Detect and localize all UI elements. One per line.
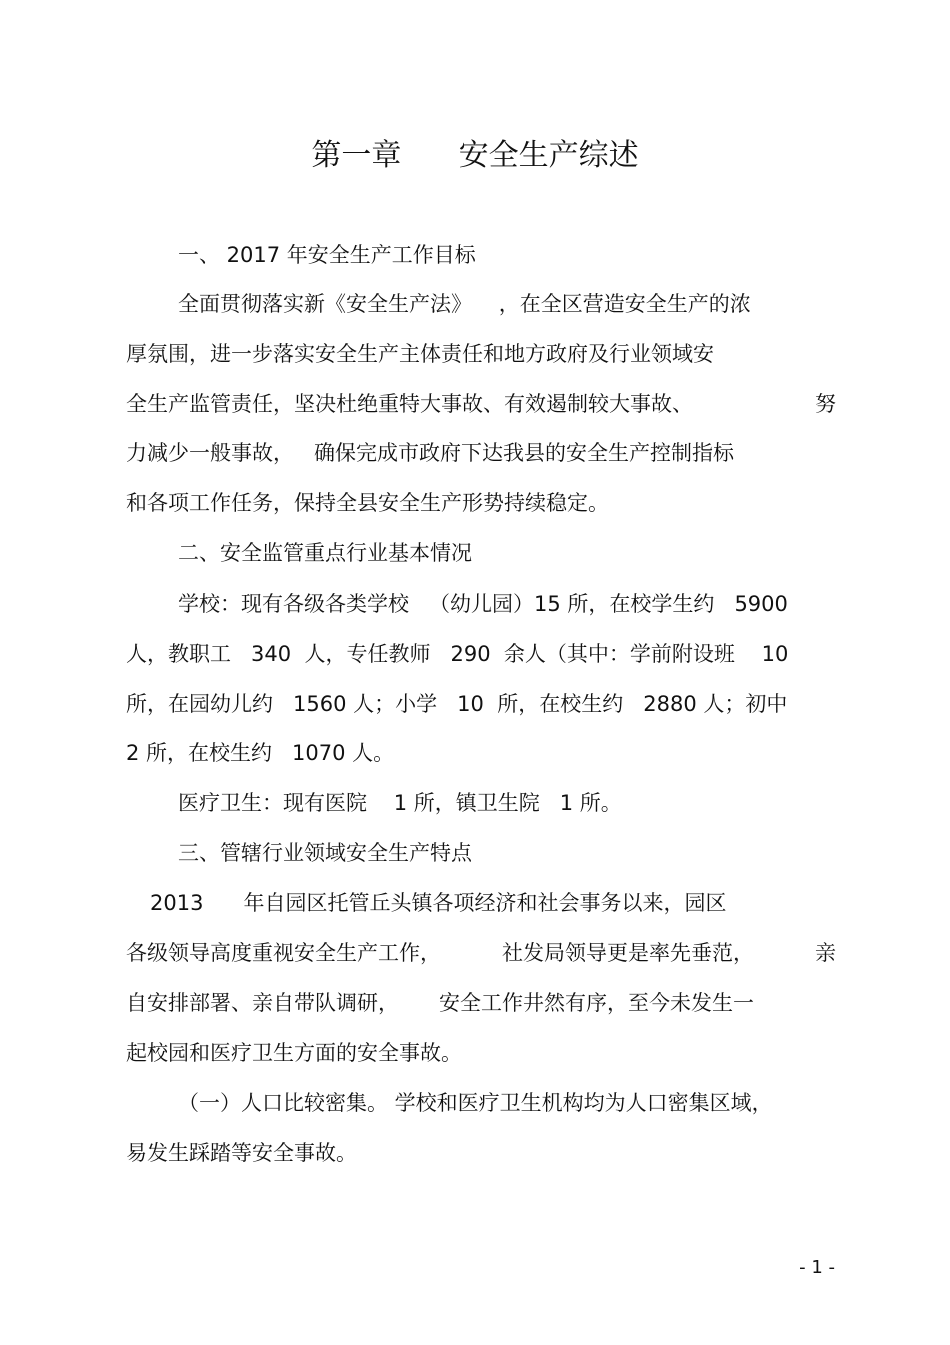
section-heading-2: 二、安全监管重点行业基本情况 [178, 541, 472, 565]
paragraph-line: 2013 年自园区托管丘头镇各项经济和社会事务以来，园区 [150, 891, 727, 915]
paragraph-line-part: 全生产监管责任，坚决杜绝重特大事故、有效遏制较大事故、 [126, 392, 693, 416]
page-number: - 1 - [799, 1257, 835, 1278]
paragraph-line-part: 各级领导高度重视安全生产工作， [126, 941, 441, 965]
paragraph-line [126, 389, 836, 419]
paragraph-line: 医疗卫生：现有医院 1 所，镇卫生院 1 所。 [178, 791, 622, 815]
paragraph-line-part: 社发局领导更是率先垂范， [502, 941, 754, 965]
paragraph-line-part: 亲 [815, 941, 836, 965]
paragraph-line [126, 938, 836, 968]
paragraph-line: 厚氛围，进一步落实安全生产主体责任和地方政府及行业领域安 [126, 342, 714, 366]
section-heading-1: 一、 2017 年安全生产工作目标 [178, 243, 476, 267]
paragraph-line: 起校园和医疗卫生方面的安全事故。 [126, 1041, 462, 1065]
chapter-title: 第一章 安全生产综述 [311, 138, 639, 173]
paragraph-line-part: 努 [815, 392, 836, 416]
paragraph-line: 力减少一般事故， 确保完成市政府下达我县的安全生产控制指标 [126, 441, 735, 465]
paragraph-line: 易发生踩踏等安全事故。 [126, 1141, 357, 1165]
paragraph-line: 所，在园幼儿约 1560 人；小学 10 所，在校生约 2880 人；初中 [126, 692, 788, 716]
paragraph-line: 和各项工作任务，保持全县安全生产形势持续稳定。 [126, 491, 609, 515]
paragraph-line: （一）人口比较密集。 学校和医疗卫生机构均为人口密集区域， [178, 1091, 773, 1115]
paragraph-line: 自安排部署、亲自带队调研， 安全工作井然有序，至今未发生一 [126, 991, 755, 1015]
section-heading-3: 三、管辖行业领域安全生产特点 [178, 841, 472, 865]
paragraph-line: 2 所，在校生约 1070 人。 [126, 741, 395, 765]
paragraph-line: 全面贯彻落实新《安全生产法》 ，在全区营造安全生产的浓 [178, 292, 751, 316]
paragraph-line: 学校：现有各级各类学校 （幼儿园）15 所，在校学生约 5900 [178, 592, 788, 616]
paragraph-line: 人，教职工 340 人，专任教师 290 余人（其中：学前附设班 10 [126, 642, 789, 666]
